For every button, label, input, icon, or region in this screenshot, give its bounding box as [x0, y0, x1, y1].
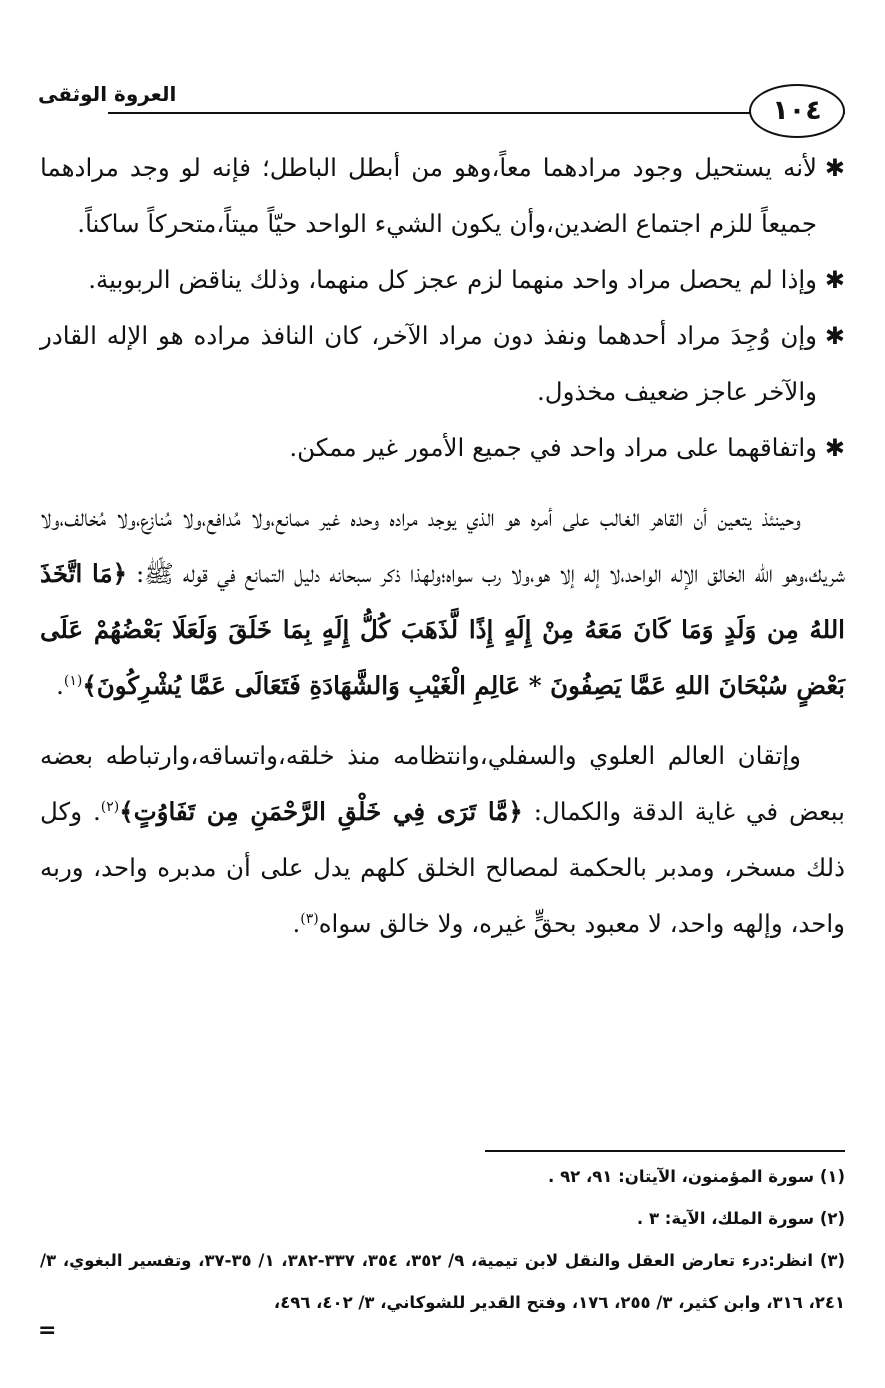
paragraph-text: وحينئذ يتعين أن القاهر الغالب على أمره هو الذي يوجد مراده وحده غير ممانع،ولا مُدافع،ولا مُنازع،ولا مُخالف،ولا شريك،وهو الله الخالق الإله الواحد،لا إله إلا هو،ولا رب سواه؛ولهذا ذكر سبحانه دليل التمانع في قوله ﷺ: [40, 503, 845, 588]
bullet-star-icon: ✱ [824, 154, 845, 182]
paragraph-itqan [40, 728, 845, 952]
footnote-2: (٢) سورة الملك، الآية: ٣ . [636, 1209, 845, 1228]
footnote-rule [485, 1150, 845, 1152]
list-item [40, 308, 845, 420]
point-text: واتفاقهما على مراد واحد في جميع الأمور غير ممكن. [289, 433, 817, 462]
list-item [40, 420, 845, 476]
quran-verse: ﴿مَا اتَّخَذَ اللهُ مِن وَلَدٍ وَمَا كَانَ مَعَهُ مِنْ إِلَهٍ إِذًا لَّذَهَبَ كُلُّ إِلَهٍ بِمَا خَلَقَ وَلَعَلَا بَعْضُهُمْ عَلَى بَعْضٍ سُبْحَانَ اللهِ عَمَّا يَصِفُونَ * عَالِمِ الْغَيْبِ وَالشَّهَادَةِ فَتَعَالَى عَمَّا يُشْرِكُونَ﴾ [40, 559, 845, 700]
paragraph-text: وإتقان العالم العلوي والسفلي،وانتظامه منذ خلقه،واتساقه،وارتباطه بعضه ببعض في غاية الدقة والكمال: [40, 741, 846, 826]
point-text: وإن وُجِدَ مراد أحدهما ونفذ دون مراد الآخر، كان النافذ مراده هو الإله القادر والآخر عاجز ضعيف مخذول. [40, 321, 817, 406]
list-item [40, 252, 845, 308]
main-text [40, 140, 845, 952]
quran-verse: ﴿مَّا تَرَى فِي خَلْقِ الرَّحْمَنِ مِن تَفَاوُتٍ﴾ [119, 797, 523, 826]
footnote-3: (٣) انظر:درء تعارض العقل والنقل لابن تيمية، ٩/ ٣٥٢، ٣٥٤، ٣٣٧-٣٨٢، ١/ ٣٥-٣٧، وتفسير البغوي، ٣/ ٢٤١، ٣١٦، وابن كثير، ٣/ ٢٥٥، ١٧٦، وفتح القدير للشوكاني، ٣/ ٤٠٢، ٤٩٦، [40, 1251, 845, 1312]
header-rule [108, 112, 845, 114]
point-text: وإذا لم يحصل مراد واحد منهما لزم عجز كل منهما، وذلك يناقض الربوبية. [88, 265, 817, 294]
bullet-star-icon: ✱ [824, 322, 845, 350]
footnote-ref: (١) [63, 672, 83, 689]
footnote-1: (١) سورة المؤمنون، الآيتان: ٩١، ٩٢ . [548, 1167, 845, 1186]
continuation-mark: = [38, 1318, 57, 1343]
punctuation: . [292, 909, 301, 938]
list-item [40, 140, 845, 252]
paragraph-tamanu [40, 490, 845, 714]
bullet-star-icon: ✱ [824, 434, 845, 462]
footnote-ref: (٢) [100, 798, 120, 815]
running-title: العروة الوثقى [38, 82, 177, 106]
footnote-ref: (٣) [300, 910, 319, 927]
page-number: ١٠٤ [749, 84, 845, 138]
bullet-star-icon: ✱ [824, 266, 845, 294]
page-header [38, 78, 845, 126]
punctuation: . [56, 671, 64, 700]
paragraph-text-rest: . وكل ذلك مسخر، ومدبر بالحكمة لمصالح الخلق كلهم يدل على أن مدبره واحد، وربه واحد، وإلهه واحد، لا معبود بحقٍّ غيره، ولا خالق سواه [40, 797, 845, 938]
point-text: لأنه يستحيل وجود مرادهما معاً،وهو من أبطل الباطل؛ فإنه لو وجد مرادهما جميعاً للزم اجتماع الضدين،وأن يكون الشيء الواحد حيّاً ميتاً،متحركاً ساكناً. [40, 153, 817, 238]
